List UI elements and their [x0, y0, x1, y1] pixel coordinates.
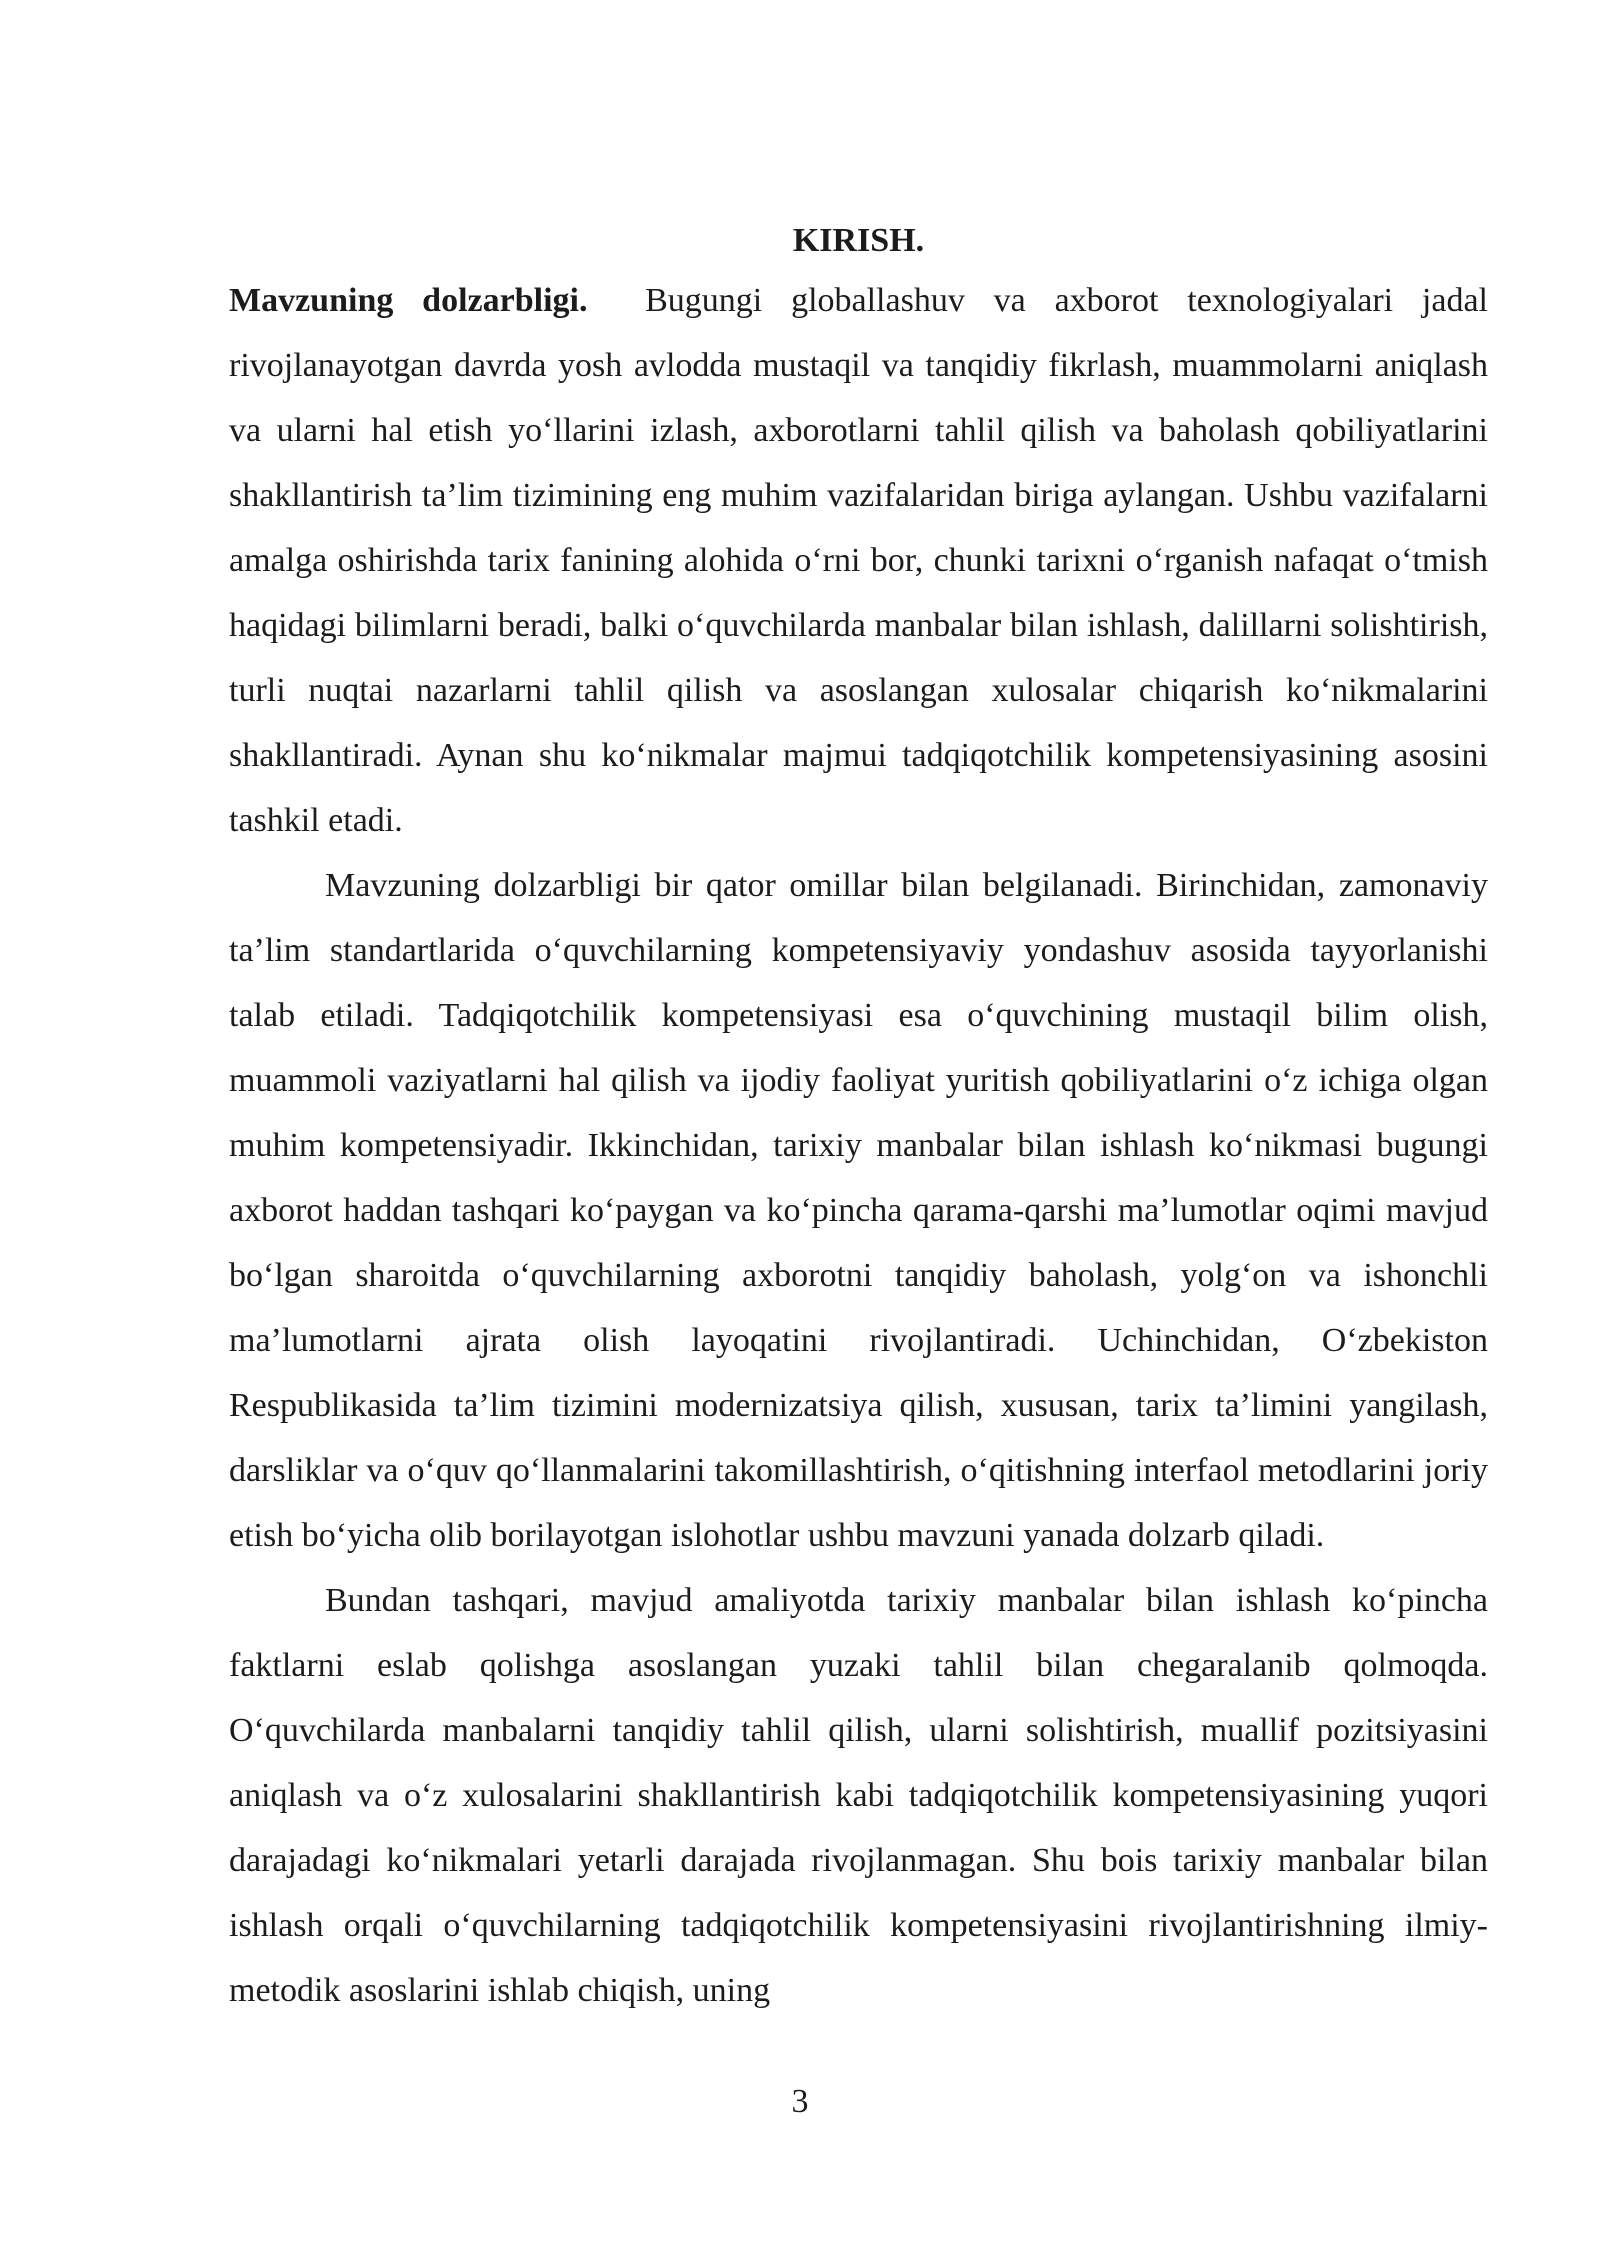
paragraph-lead-title: Mavzuning dolzarbligi. [229, 282, 588, 319]
paragraph-factors: Mavzuning dolzarbligi bir qator omillar bilan belgilanadi. Birinchidan, zamonaviy ta’lim standartlarida o‘quvchilarning kompetensiyaviy yondashuv asosida tayyorlanishi talab etiladi. Tadqiqotchilik kompetensiyasi esa o‘quvchining mustaqil bilim olish, muammoli vaziyatlarni hal qilish va ijodiy faoliyat yuritish qobiliyatlarini o‘z ichiga olgan muhim kompetensiyadir. Ikkinchidan, tarixiy manbalar bilan ishlash ko‘nikmasi bugungi axborot haddan tashqari ko‘paygan va ko‘pincha qarama-qarshi ma’lumotlar oqimi mavjud bo‘lgan sharoitda o‘quvchilarning axborotni tanqidiy baholash, yolg‘on va ishonchli ma’lumotlarni ajrata olish layoqatini rivojlantiradi. Uchinchidan, O‘zbekiston Respublikasida ta’lim tizimini modernizatsiya qilish, xususan, tarix ta’limini yangilash, darsliklar va o‘quv qo‘llanmalarini takomillashtirish, o‘qitishning interfaol metodlarini joriy etish bo‘yicha olib borilayotgan islohotlar ushbu mavzuni yanada dolzarb qiladi. [229, 867, 1488, 1554]
document-body [229, 214, 1488, 2023]
page-number: 3 [791, 2083, 809, 2120]
section-heading: KIRISH. [792, 222, 925, 259]
paragraph-text: Bugungi globallashuv va axborot texnologiyalari jadal rivojlanayotgan davrda yosh avlodda mustaqil va tanqidiy fikrlash, muammolarni aniqlash va ularni hal etish yo‘llarini izlash, axborotlarni tahlil qilish va baholash qobiliyatlarini shakllantirish ta’lim tizimining eng muhim vazifalaridan biriga aylangan. Ushbu vazifalarni amalga oshirishda tarix fanining alohida o‘rni bor, chunki tarixni o‘rganish nafaqat o‘tmish haqidagi bilimlarni beradi, balki o‘quvchilarda manbalar bilan ishlash, dalillarni solishtirish, turli nuqtai nazarlarni tahlil qilish va asoslangan xulosalar chiqarish ko‘nikmalarini shakllantiradi. Aynan shu ko‘nikmalar majmui tadqiqotchilik kompetensiyasining asosini tashkil etadi. [229, 282, 1488, 839]
paragraph-relevance [229, 268, 1488, 853]
paragraph-practice: Bundan tashqari, mavjud amaliyotda tarixiy manbalar bilan ishlash ko‘pincha faktlarni eslab qolishga asoslangan yuzaki tahlil bilan chegaralanib qolmoqda. O‘quvchilarda manbalarni tanqidiy tahlil qilish, ularni solishtirish, muallif pozitsiyasini aniqlash va o‘z xulosalarini shakllantirish kabi tadqiqotchilik kompetensiyasining yuqori darajadagi ko‘nikmalari yetarli darajada rivojlanmagan. Shu bois tarixiy manbalar bilan ishlash orqali o‘quvchilarning tadqiqotchilik kompetensiyasini rivojlantirishning ilmiy-metodik asoslarini ishlab chiqish, uning [229, 1582, 1488, 2009]
